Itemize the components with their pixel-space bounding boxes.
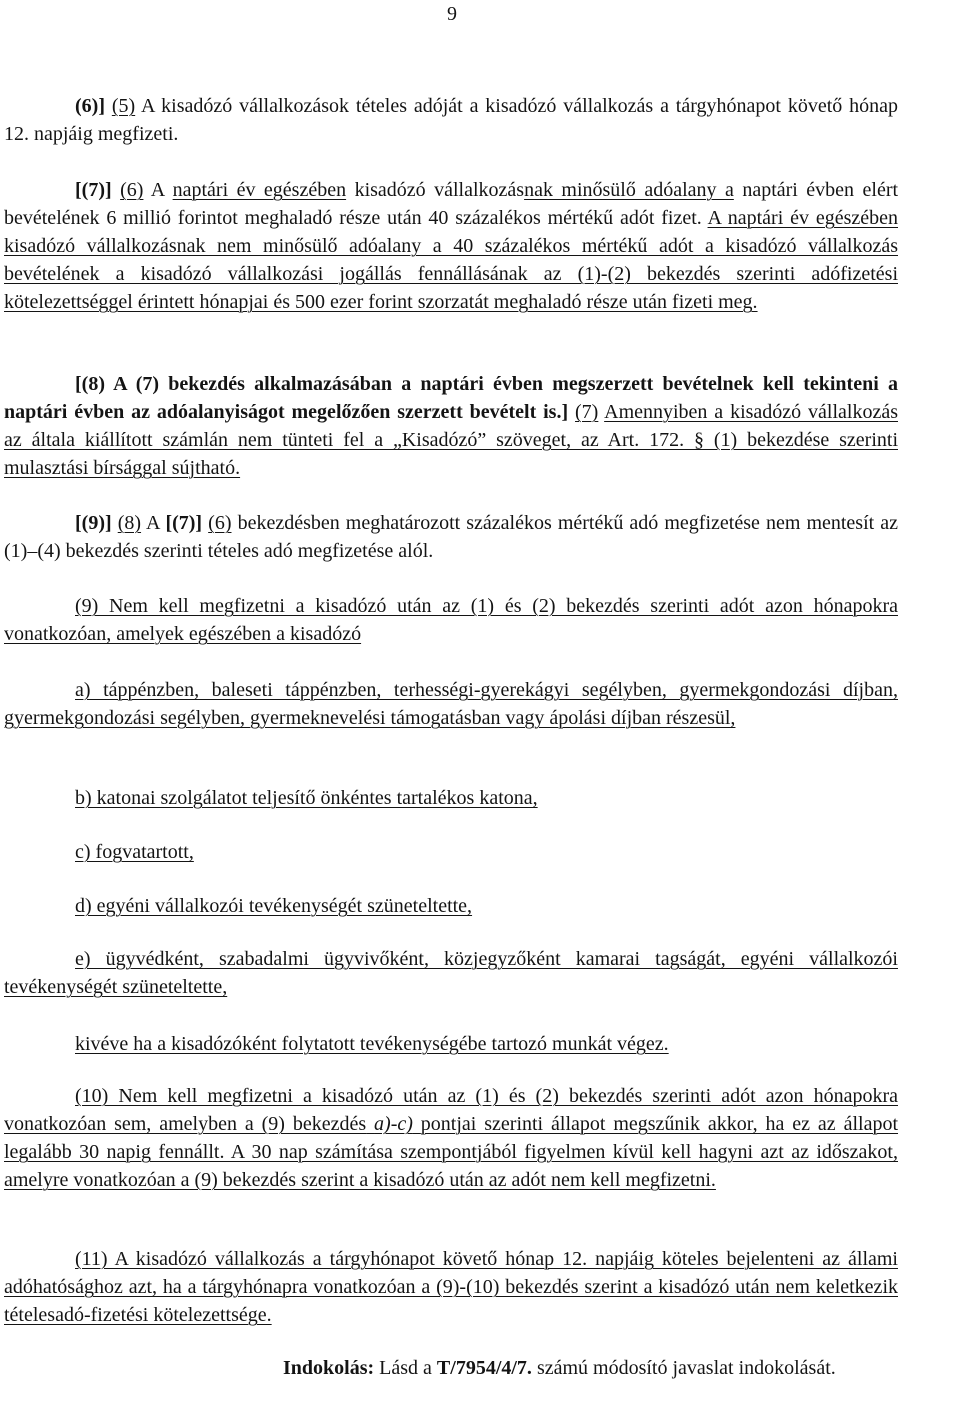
new-reference: (6) bbox=[208, 512, 232, 534]
paragraph-text: A kisadózó vállalkozások tételes adóját a kisadózó vállalkozás a tárgyhónapot követő hónap 12. napjáig megfizeti. bbox=[4, 95, 898, 145]
text-segment: Lásd a bbox=[379, 1357, 432, 1379]
proposal-reference: T/7954/4/7. bbox=[436, 1357, 532, 1379]
new-number: (5) bbox=[111, 95, 136, 117]
text-segment: (10) Nem kell megfizetni a kisadózó után az (1) és (2) bekezdés szerinti adót azon hónapokra vonatkozóan sem, amelyben a (9) bekezdés bbox=[4, 1085, 898, 1135]
paragraph-11: (11) A kisadózó vállalkozás a tárgyhónapot követő hónap 12. napjáig köteles bejelenteni az állami adóhatósághoz azt, ha a tárgyhónapra vonatkozóan a (9)-(10) bekezdés szerint a kisadózó után nem keletkezik tételesadó-fizetési kötelezettsége. bbox=[4, 1248, 898, 1326]
text-segment: pontjai szerinti állapot megszűnik akkor, ha ez az állapot legalább 30 napig fennállt. A 30 nap számítása szempontjából figyelmen kívül kell hagyni azt az időszakot, amelyre vonatkozóan a (9) bekezdés szerint a kisadózó után az adót nem kell megfizetni. bbox=[4, 1113, 899, 1191]
item-a: a) táppénzben, baleseti táppénzben, terhességi-gyerekágyi segélyben, gyermekgondozási díjban, gyermekgondozási segélyben, gyermeknevelési támogatásban vagy ápolási díjban részesül, bbox=[4, 679, 898, 729]
text-segment: A bbox=[150, 179, 165, 201]
old-reference: [(7)] bbox=[165, 512, 203, 534]
item-e: e) ügyvédként, szabadalmi ügyvivőként, közjegyzőként kamarai tagságát, egyéni vállalkozói tevékenységét szüneteltette, bbox=[4, 948, 898, 998]
text-segment: naptári évben elért bevételének 6 millió forintot meghaladó része után 40 százalékos mértékű adót fizet. bbox=[4, 179, 899, 229]
paragraph-7 bbox=[4, 176, 898, 316]
old-number: [(9)] bbox=[75, 512, 112, 534]
deleted-provision: [(8) A (7) bekezdés alkalmazásában a naptári évben megszerzett bevételnek kell tekinteni a naptári évben az adóalanyiságot megelőzően szerzett bevételt is.] bbox=[4, 373, 898, 423]
inserted-text: A naptári év egészében kisadózó vállalkozásnak nem minősülő adóalany a 40 százalékos mértékű adót a kisadózó vállalkozás bevételének a kisadózó vállalkozási jogállás fennállásának az (1)-(2) bekezdés szerinti adófizetési kötelezettséggel érintett hónapjai és 500 ezer forint szorzatát meghaladó része után fizeti meg. bbox=[4, 207, 898, 313]
justification-label: Indokolás: bbox=[283, 1357, 375, 1379]
paragraph-8 bbox=[4, 370, 898, 482]
paragraph-10 bbox=[4, 1082, 898, 1194]
old-number: (6)] bbox=[75, 95, 105, 117]
exception-clause: kivéve ha a kisadózóként folytatott tevékenységébe tartozó munkát végez. bbox=[75, 1033, 669, 1055]
text-segment: A bbox=[146, 512, 160, 534]
new-number: (6) bbox=[120, 179, 144, 201]
text-segment: kisadózó vállalkozás bbox=[354, 179, 525, 201]
new-number: (7) bbox=[575, 401, 599, 423]
item-d: d) egyéni vállalkozói tevékenységét szüneteltette, bbox=[75, 895, 473, 917]
page-number: 9 bbox=[447, 3, 457, 25]
item-b: b) katonai szolgálatot teljesítő önkéntes tartalékos katona, bbox=[75, 787, 538, 809]
new-number: (8) bbox=[117, 512, 142, 534]
inserted-text: nak minősülő adóalany a bbox=[524, 179, 734, 201]
inserted-text: Amennyiben a kisadózó vállalkozás az általa kiállított számlán nem tünteti fel a „Kisadózó” szöveget, az Art. 172. § (1) bekezdése szerinti mulasztási bírsággal sújtható. bbox=[4, 401, 898, 479]
item-c: c) fogvatartott, bbox=[75, 841, 194, 863]
justification bbox=[283, 1354, 903, 1382]
points-reference: a)-c) bbox=[374, 1113, 413, 1135]
paragraph-9-new: (9) Nem kell megfizetni a kisadózó után az (1) és (2) bekezdés szerinti adót azon hónapokra vonatkozóan, amelyek egészében a kisadózó bbox=[4, 595, 898, 645]
paragraph-9 bbox=[4, 509, 898, 565]
text-segment: számú módosító javaslat indokolását. bbox=[536, 1357, 836, 1379]
text-segment: bekezdésben meghatározott százalékos mértékű adó megfizetése nem mentesít az (1)–(4) bekezdés szerinti tételes adó megfizetése alól. bbox=[4, 512, 899, 562]
paragraph-6 bbox=[4, 92, 898, 148]
old-number: [(7)] bbox=[75, 179, 112, 201]
inserted-text: naptári év egészében bbox=[172, 179, 347, 201]
